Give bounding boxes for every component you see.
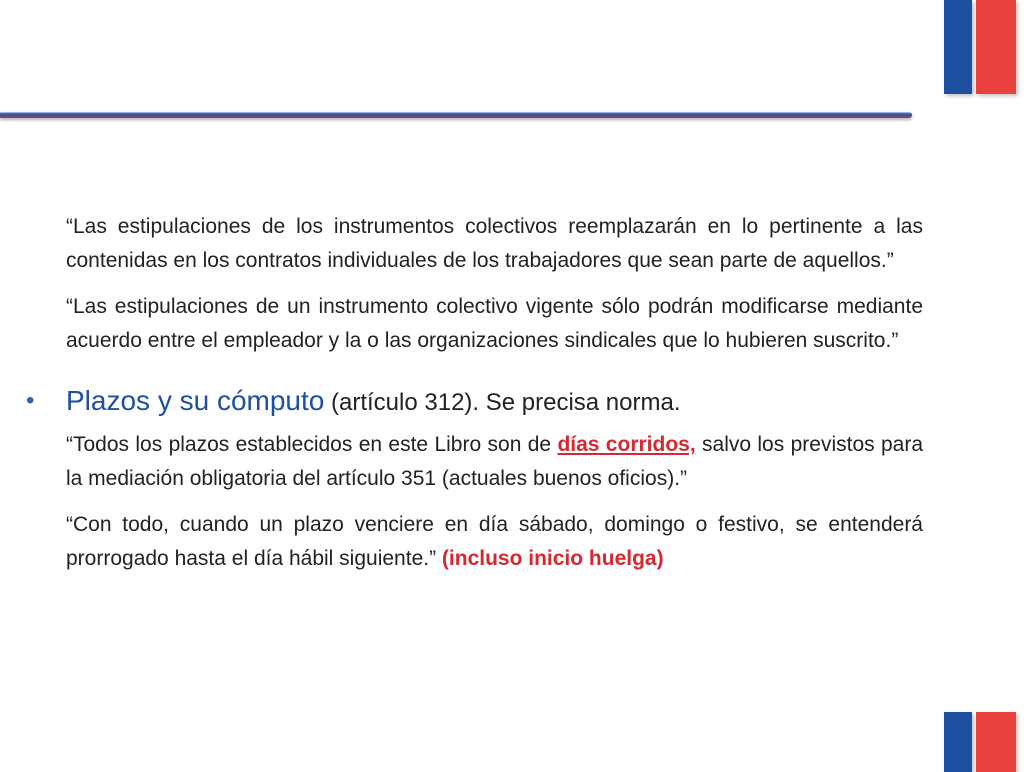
bullet-marker: • xyxy=(26,387,35,414)
highlight-dias-corridos: días corridos, xyxy=(557,433,696,456)
highlight-incluso-inicio-huelga: (incluso inicio huelga) xyxy=(441,547,664,570)
flag-red-stripe-bottom xyxy=(976,712,1016,772)
flag-red-stripe xyxy=(976,0,1016,94)
quote-3-after: salvo los previstos para la mediación obligatoria del artículo 351 (actuales buenos oficios).” xyxy=(66,433,923,490)
bullet-title: Plazos y su cómputo xyxy=(66,385,325,416)
flag-decoration-top xyxy=(944,0,1016,96)
flag-blue-stripe xyxy=(944,0,972,94)
flag-blue-stripe-bottom xyxy=(944,712,972,772)
slide-content xyxy=(26,210,923,588)
header-divider xyxy=(0,112,912,118)
bullet-description: (artículo 312). Se precisa norma. xyxy=(324,389,681,416)
quote-paragraph-2: “Las estipulaciones de un instrumento colectivo vigente sólo podrán modificarse mediante acuerdo entre el empleador y la o las organizaciones sindicales que lo hubieren suscrito.” xyxy=(66,295,923,352)
quote-4-text: “Con todo, cuando un plazo venciere en día sábado, domingo o festivo, se entenderá prorrogado hasta el día hábil siguiente.” xyxy=(66,513,923,570)
quote-3-before: “Todos los plazos establecidos en este Libro son de xyxy=(66,433,558,456)
bullet-item xyxy=(26,384,923,420)
quote-paragraph-4 xyxy=(66,508,923,576)
flag-decoration-bottom xyxy=(944,712,1016,768)
quote-paragraph-1: “Las estipulaciones de los instrumentos colectivos reemplazarán en lo pertinente a las contenidas en los contratos individuales de los trabajadores que sean parte de aquellos.” xyxy=(66,215,923,272)
quote-paragraph-3 xyxy=(66,428,923,496)
